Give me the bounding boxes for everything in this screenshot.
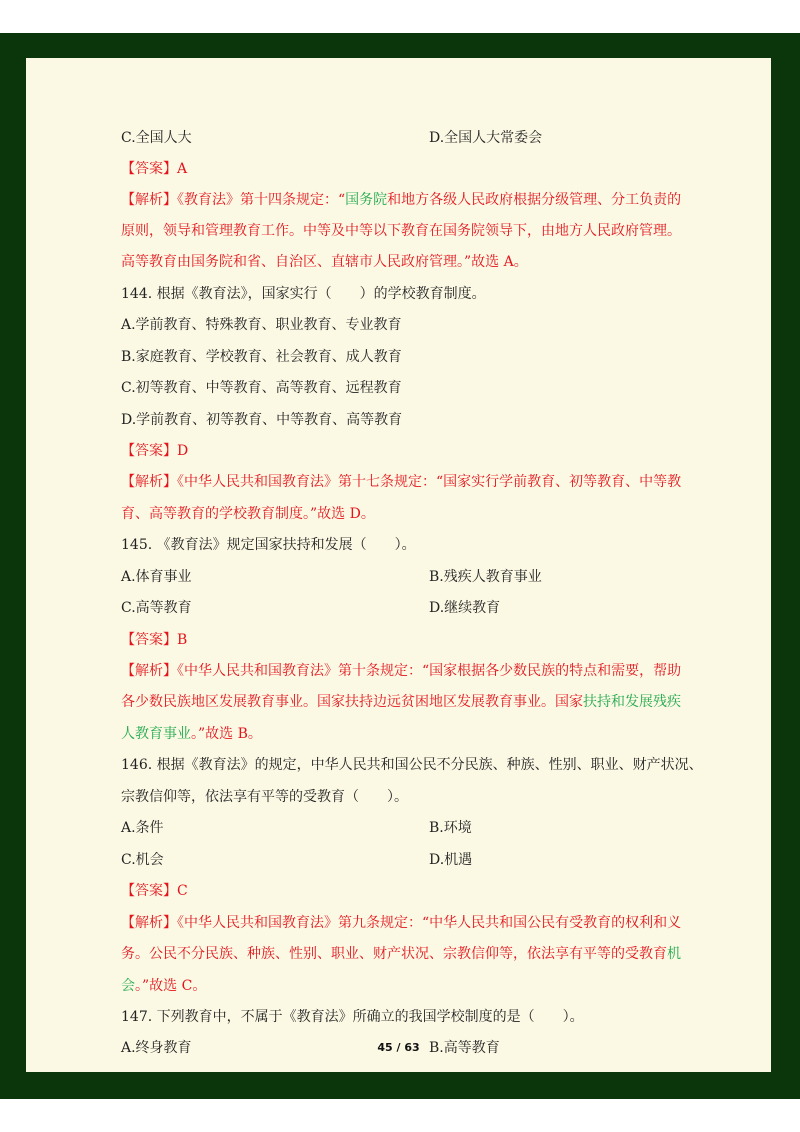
explanation-text: 。”故选 B。 (191, 726, 262, 742)
question-stem: 146. 根据《教育法》的规定，中华人民共和国公民不分民族、种族、性别、职业、财产状况、 (121, 757, 703, 773)
document-page (26, 58, 771, 1072)
explanation-text: 。”故选 C。 (135, 978, 207, 994)
explanation-text: 【解析】《教育法》第十四条规定：“ (121, 192, 346, 208)
option-d: D.全国人大常委会 (429, 130, 543, 146)
option-b: B.高等教育 (429, 1040, 500, 1056)
option-a: A.体育事业 (121, 569, 192, 585)
answer-line: 【答案】C (121, 883, 188, 899)
page-total: 63 (404, 1041, 420, 1054)
option-row (121, 598, 501, 618)
highlight-text: 扶持和发展残疾 (583, 694, 681, 710)
highlight-text: 会 (121, 978, 135, 994)
explanation-line: 育、高等教育的学校教育制度。”故选 D。 (121, 506, 375, 522)
page-number (26, 1041, 771, 1054)
answer-line: 【答案】B (121, 632, 188, 648)
explanation-line: 【解析】《中华人民共和国教育法》第九条规定：“中华人民共和国公民有受教育的权利和义 (121, 915, 682, 931)
explanation-line: 高等教育由国务院和省、自治区、直辖市人民政府管理。”故选 A。 (121, 254, 528, 270)
option-a: A.条件 (121, 820, 164, 836)
option-d: D.学前教育、初等教育、中等教育、高等教育 (121, 412, 403, 428)
explanation-line (121, 190, 681, 210)
option-b: B.家庭教育、学校教育、社会教育、成人教育 (121, 349, 402, 365)
page-separator: / (396, 1041, 401, 1054)
explanation-line (121, 976, 206, 996)
option-a: A.终身教育 (121, 1040, 192, 1056)
question-stem: 144. 根据《教育法》，国家实行（ ）的学校教育制度。 (121, 286, 486, 302)
option-c: C.高等教育 (121, 600, 192, 616)
explanation-line: 【解析】《中华人民共和国教育法》第十七条规定：“国家实行学前教育、初等教育、中等教 (121, 474, 682, 490)
option-d: D.继续教育 (429, 600, 501, 616)
highlight-text: 机 (667, 946, 681, 962)
explanation-line: 【解析】《中华人民共和国教育法》第十条规定：“国家根据各少数民族的特点和需要，帮助 (121, 663, 682, 679)
explanation-text: 各少数民族地区发展教育事业。国家扶持边远贫困地区发展教育事业。国家 (121, 694, 583, 710)
option-row (121, 567, 542, 587)
explanation-line (121, 692, 681, 712)
option-c: C.机会 (121, 852, 164, 868)
question-stem: 147. 下列教育中，不属于《教育法》所确立的我国学校制度的是（ ）。 (121, 1009, 584, 1025)
option-c: C.初等教育、中等教育、高等教育、远程教育 (121, 380, 402, 396)
option-row (121, 850, 473, 870)
question-stem: 宗教信仰等，依法享有平等的受教育（ ）。 (121, 789, 408, 805)
page-current: 45 (377, 1041, 393, 1054)
option-b: B.残疾人教育事业 (429, 569, 542, 585)
option-row (121, 128, 543, 148)
page-frame (0, 33, 800, 1099)
question-stem: 145. 《教育法》规定国家扶持和发展（ ）。 (121, 537, 416, 553)
highlight-text: 人教育事业 (121, 726, 191, 742)
option-b: B.环境 (429, 820, 472, 836)
explanation-line (121, 944, 681, 964)
highlight-text: 国务院 (345, 192, 388, 208)
answer-line: 【答案】A (121, 161, 188, 177)
option-d: D.机遇 (429, 852, 473, 868)
option-row (121, 818, 472, 838)
answer-line: 【答案】D (121, 443, 189, 459)
explanation-text: 和地方各级人民政府根据分级管理、分工负责的 (387, 192, 682, 208)
explanation-line: 原则，领导和管理教育工作。中等及中等以下教育在国务院领导下，由地方人民政府管理。 (121, 223, 681, 239)
explanation-text: 务。公民不分民族、种族、性别、职业、财产状况、宗教信仰等，依法享有平等的受教育 (121, 946, 667, 962)
explanation-line (121, 724, 262, 744)
option-a: A.学前教育、特殊教育、职业教育、专业教育 (121, 317, 402, 333)
option-c: C.全国人大 (121, 130, 192, 146)
